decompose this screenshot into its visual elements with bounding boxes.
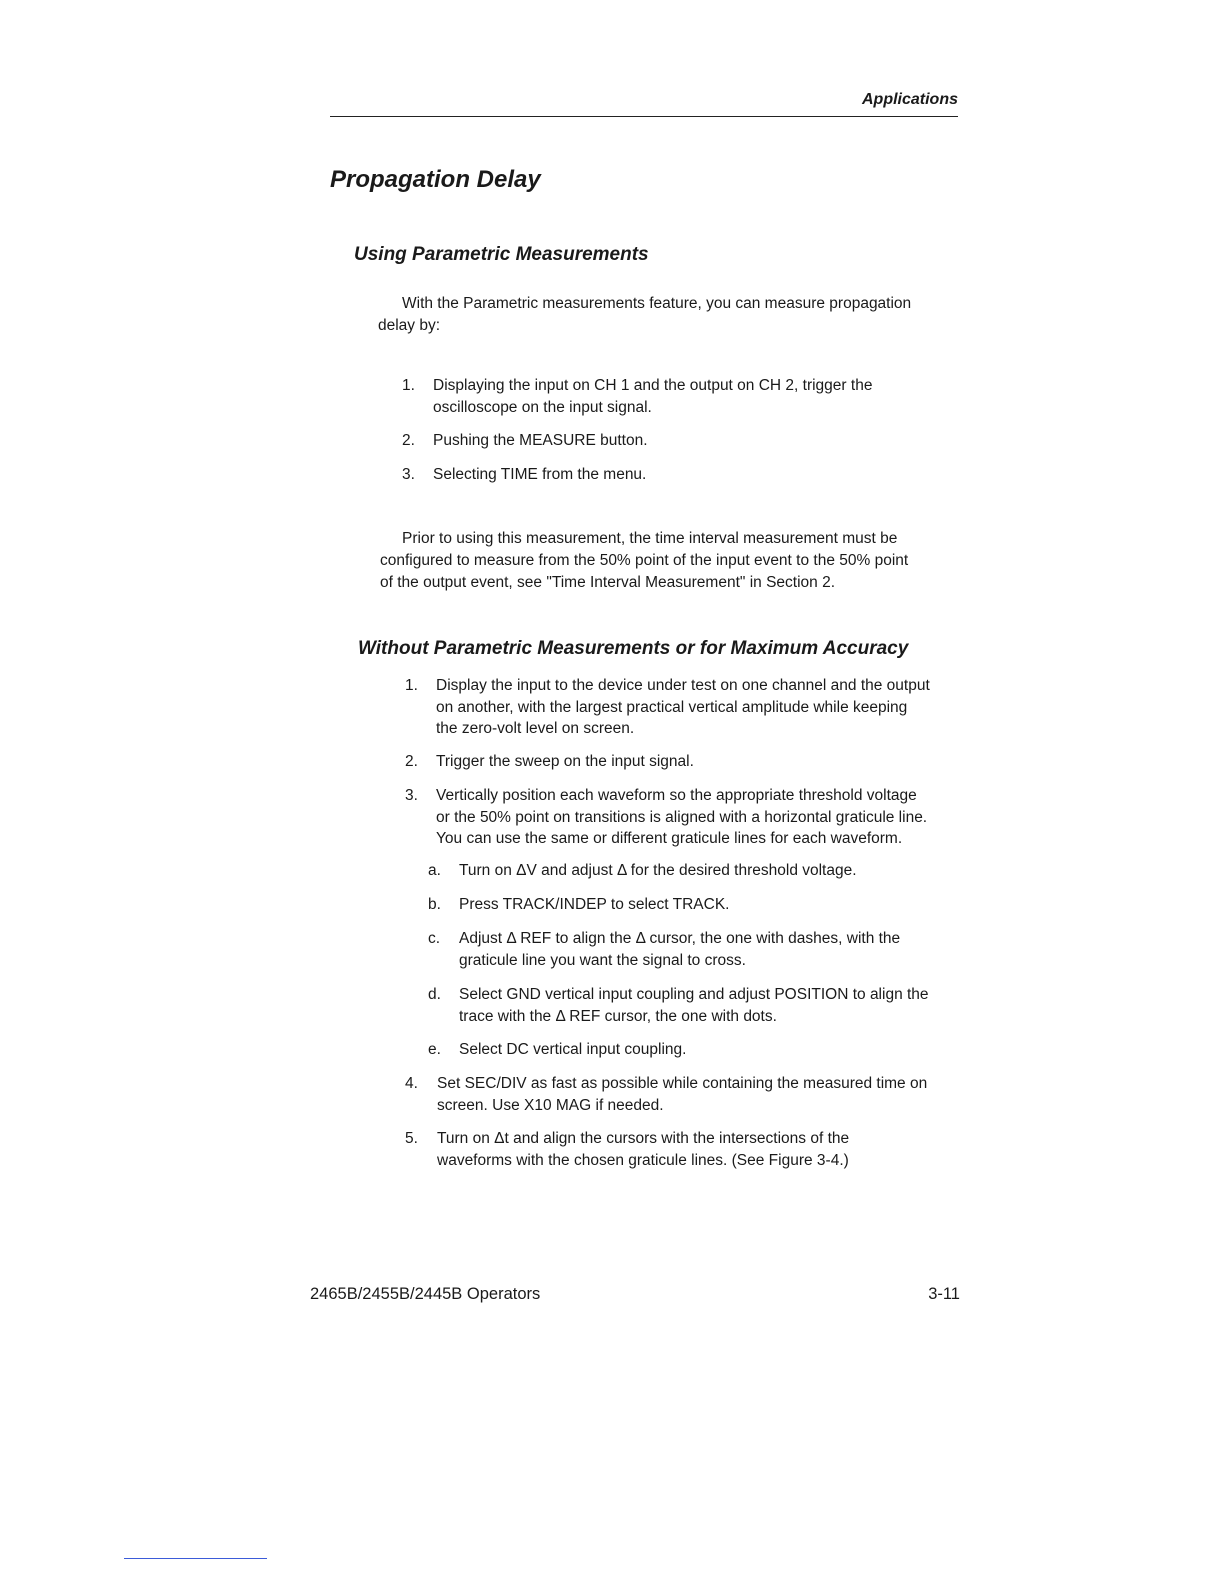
list-item-text: Pushing the MEASURE button. xyxy=(433,432,648,449)
list-item-number: 2. xyxy=(405,753,418,770)
list-item-line: Turn on Δt and align the cursors with the intersections of the xyxy=(437,1130,850,1147)
list-item-line: You can use the same or different graticule lines for each waveform. xyxy=(436,830,903,847)
list-item-line: Set SEC/DIV as fast as possible while containing the measured time on xyxy=(437,1075,928,1092)
note-line-2: configured to measure from the 50% point of the input event to the 50% point xyxy=(380,552,909,569)
footer-page-number: 3-11 xyxy=(928,1285,960,1303)
sub-list-item-letter: d. xyxy=(428,986,441,1003)
list-item-line: on another, with the largest practical vertical amplitude while keeping xyxy=(436,698,908,716)
list-item-number: 1. xyxy=(402,377,415,394)
subsection-heading-manual: Without Parametric Measurements or for Maximum Accuracy xyxy=(358,638,909,659)
sub-list-item-text: Press TRACK/INDEP to select TRACK. xyxy=(459,896,730,913)
sub-list-item-letter: c. xyxy=(428,930,441,947)
list-item-text xyxy=(433,375,953,418)
footer-divider xyxy=(124,1558,267,1559)
list-item-line: Displaying the input on CH 1 and the output on CH 2, trigger the xyxy=(433,377,873,394)
footer-manual-title: 2465B/2455B/2445B Operators xyxy=(310,1285,541,1303)
list-item-number: 5. xyxy=(405,1130,418,1147)
note-line-3: of the output event, see "Time Interval Measurement" in Section 2. xyxy=(380,574,836,591)
list-item-number: 4. xyxy=(405,1075,418,1092)
sub-list-item-letter: e. xyxy=(428,1041,441,1058)
section-title: Propagation Delay xyxy=(330,166,541,193)
list-item-text: Trigger the sweep on the input signal. xyxy=(436,753,694,770)
list-item-line: screen. Use X10 MAG if needed. xyxy=(437,1096,664,1114)
list-item-text xyxy=(437,1073,977,1116)
list-item-line: graticule line you want the signal to cross. xyxy=(459,951,746,969)
sub-list-item-text xyxy=(459,984,979,1027)
list-item-line: Select GND vertical input coupling and adjust POSITION to align the xyxy=(459,986,929,1003)
list-item-line: waveforms with the chosen graticule lines. (See Figure 3-4.) xyxy=(437,1151,849,1169)
list-item-line: trace with the Δ REF cursor, the one with dots. xyxy=(459,1007,777,1025)
list-item-line: Adjust Δ REF to align the Δ cursor, the one with dashes, with the xyxy=(459,930,901,947)
list-item-text xyxy=(436,785,976,850)
list-item-line: or the 50% point on transitions is aligned with a horizontal graticule line. xyxy=(436,808,928,826)
subsection-heading-parametric: Using Parametric Measurements xyxy=(354,244,649,265)
list-item-text xyxy=(436,675,976,740)
list-item-number: 2. xyxy=(402,432,415,449)
list-item-line: oscilloscope on the input signal. xyxy=(433,398,652,416)
sub-list-item-text: Select DC vertical input coupling. xyxy=(459,1041,687,1058)
list-item-text: Selecting TIME from the menu. xyxy=(433,466,647,483)
list-item-number: 1. xyxy=(405,677,418,694)
note-line-1: Prior to using this measurement, the time interval measurement must be xyxy=(402,530,898,547)
sub-list-item-text: Turn on ΔV and adjust Δ for the desired threshold voltage. xyxy=(459,862,857,879)
sub-list-item-letter: a. xyxy=(428,862,441,879)
running-header: Applications xyxy=(330,91,958,117)
sub-list-item-text xyxy=(459,928,979,971)
intro-line-1: With the Parametric measurements feature, you can measure propagation xyxy=(402,295,912,312)
list-item-line: Vertically position each waveform so the appropriate threshold voltage xyxy=(436,787,917,804)
intro-line-2: delay by: xyxy=(378,317,441,334)
list-item-number: 3. xyxy=(405,787,418,804)
sub-list-item-letter: b. xyxy=(428,896,441,913)
list-item-number: 3. xyxy=(402,466,415,483)
list-item-line: the zero-volt level on screen. xyxy=(436,720,635,737)
list-item-text xyxy=(437,1128,977,1171)
list-item-line: Display the input to the device under test on one channel and the output xyxy=(436,677,930,694)
